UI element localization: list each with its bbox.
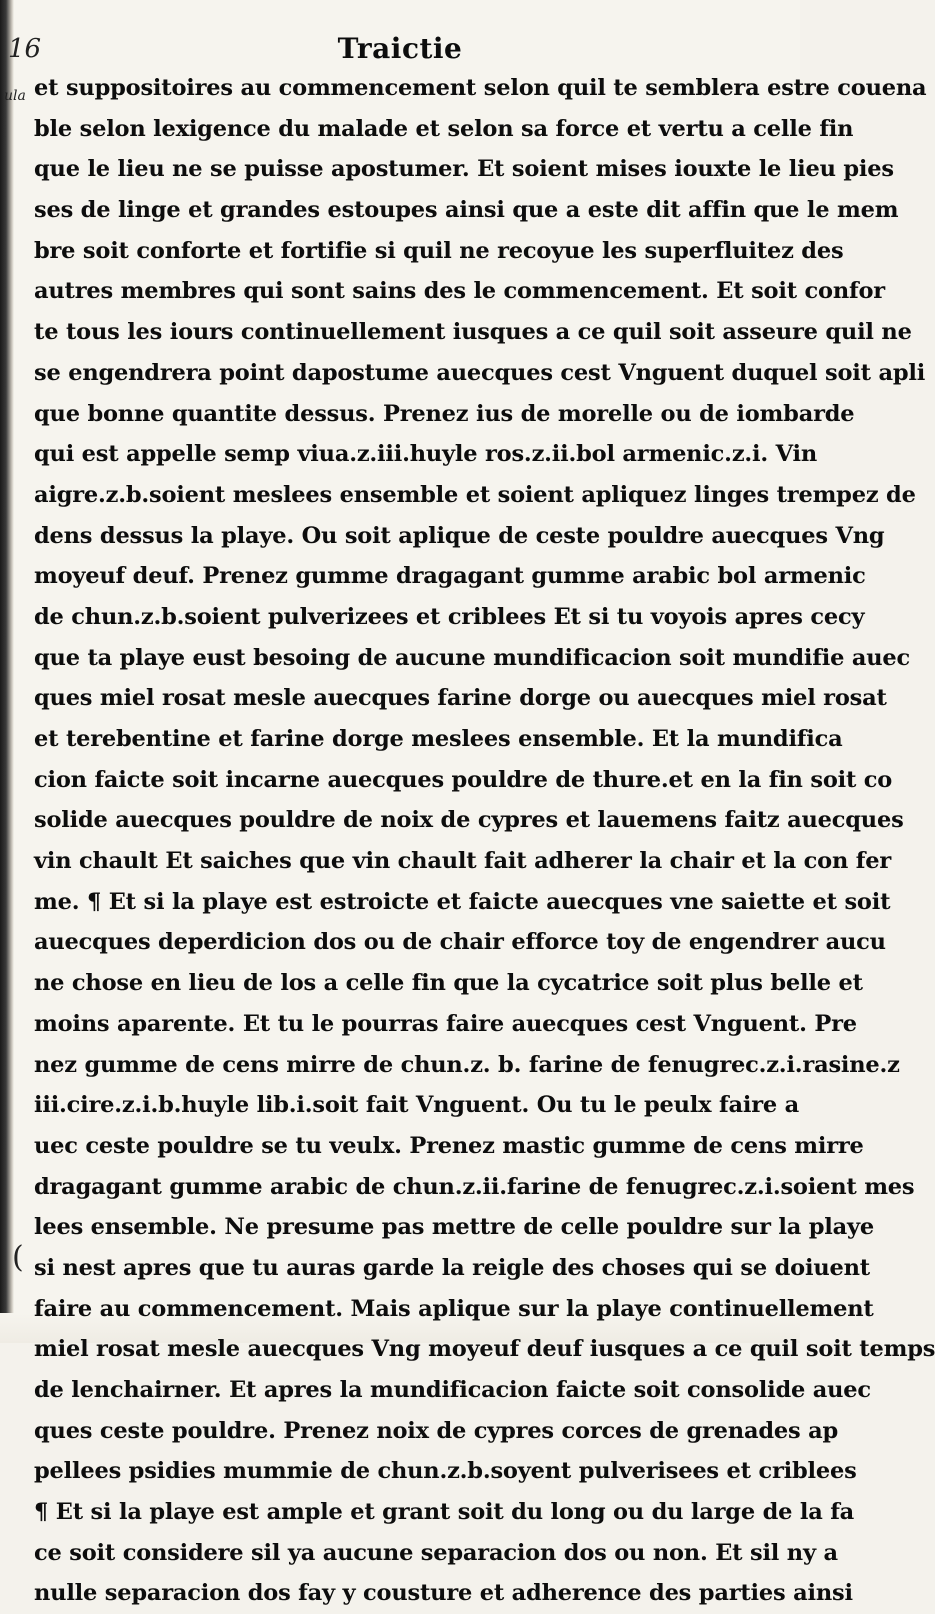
text-line: solide auecques pouldre de noix de cypres et lauemens faitz auecques	[34, 807, 904, 834]
text-line: cion faicte soit incarne auecques pouldre de thure.et en la fin soit co	[34, 766, 893, 793]
margin-annotation-top: 16	[8, 34, 42, 64]
text-line: ques miel rosat mesle auecques farine dorge ou auecques miel rosat	[34, 685, 887, 712]
text-line: de chun.z.b.soient pulverizees et criblees Et si tu voyois apres cecy	[34, 603, 865, 630]
text-line: se engendrera point dapostume auecques cest Vnguent duquel soit apli	[34, 359, 926, 386]
text-line: dragagant gumme arabic de chun.z.ii.farine de fenugrec.z.i.soient mes	[34, 1173, 915, 1200]
text-line: moyeuf deuf. Prenez gumme dragagant gumme arabic bol armenic	[34, 563, 866, 590]
text-line: ques ceste pouldre. Prenez noix de cypres corces de grenades ap	[34, 1417, 838, 1444]
text-line: miel rosat mesle auecques Vng moyeuf deuf iusques a ce quil soit temps	[34, 1336, 935, 1363]
body-text	[34, 68, 935, 1614]
text-line: si nest apres que tu auras garde la reigle des choses qui se doiuent	[34, 1254, 870, 1281]
text-line: moins aparente. Et tu le pourras faire auecques cest Vnguent. Pre	[34, 1010, 857, 1037]
text-line: que bonne quantite dessus. Prenez ius de morelle ou de iombarde	[34, 400, 855, 427]
text-line: ble selon lexigence du malade et selon sa force et vertu a celle fin	[34, 115, 854, 142]
text-line: ¶ Et si la playe est ample et grant soit du long ou du large de la fa	[34, 1499, 855, 1526]
text-line: qui est appelle semp viua.z.iii.huyle ros.z.ii.bol armenic.z.i. Vin	[34, 441, 818, 468]
text-line: lees ensemble. Ne presume pas mettre de celle pouldre sur la playe	[34, 1214, 874, 1241]
text-line: te tous les iours continuellement iusques a ce quil soit asseure quil ne	[34, 319, 912, 346]
text-line: pellees psidies mummie de chun.z.b.soyent pulverisees et criblees	[34, 1458, 857, 1485]
text-line: de lenchairner. Et apres la mundificacion faicte soit consolide auec	[34, 1377, 871, 1403]
margin-annotation-bottom: (	[12, 1240, 24, 1275]
text-line: me. ¶ Et si la playe est estroicte et faicte auecques vne saiette et soit	[34, 888, 891, 915]
page-gutter-shadow	[0, 0, 14, 1343]
text-line: vin chault Et saiches que vin chault fait adherer la chair et la con fer	[34, 848, 892, 875]
text-line: dens dessus la playe. Ou soit aplique de ceste pouldre auecques Vng	[34, 522, 885, 549]
text-line: iii.cire.z.i.b.huyle lib.i.soit fait Vnguent. Ou tu le peulx faire a	[34, 1092, 799, 1119]
text-line: ne chose en lieu de los a celle fin que la cycatrice soit plus belle et	[34, 970, 863, 997]
text-line: que le lieu ne se puisse apostumer. Et soient mises iouxte le lieu pies	[34, 156, 894, 183]
text-line: et terebentine et farine dorge meslees ensemble. Et la mundifica	[34, 726, 843, 752]
text-line: nulle separacion dos fay y cousture et adherence des parties ainsi	[34, 1580, 853, 1607]
text-line: aigre.z.b.soient meslees ensemble et soient apliquez linges trempez de	[34, 481, 916, 508]
text-line: auecques deperdicion dos ou de chair efforce toy de engendrer aucu	[34, 929, 886, 956]
text-line: que ta playe eust besoing de aucune mundificacion soit mundifie auec	[34, 644, 911, 671]
text-line: bre soit conforte et fortifie si quil ne recoyue les superfluitez des	[34, 237, 844, 264]
text-line: faire au commencement. Mais aplique sur la playe continuellement	[34, 1295, 874, 1322]
text-line: ce soit considere sil ya aucune separacion dos ou non. Et sil ny a	[34, 1539, 838, 1566]
text-line: uec ceste pouldre se tu veulx. Prenez mastic gumme de cens mirre	[34, 1132, 864, 1159]
text-line: ses de linge et grandes estoupes ainsi que a este dit affin que le mem	[34, 197, 899, 224]
running-head: Traictie	[337, 32, 463, 65]
text-line: autres membres qui sont sains des le commencement. Et soit confor	[34, 278, 885, 305]
text-line: nez gumme de cens mirre de chun.z. b. farine de fenugrec.z.i.rasine.z	[34, 1051, 900, 1078]
margin-annotation-mid: ula	[4, 88, 26, 104]
text-line: et suppositoires au commencement selon quil te semblera estre couena	[34, 75, 927, 101]
